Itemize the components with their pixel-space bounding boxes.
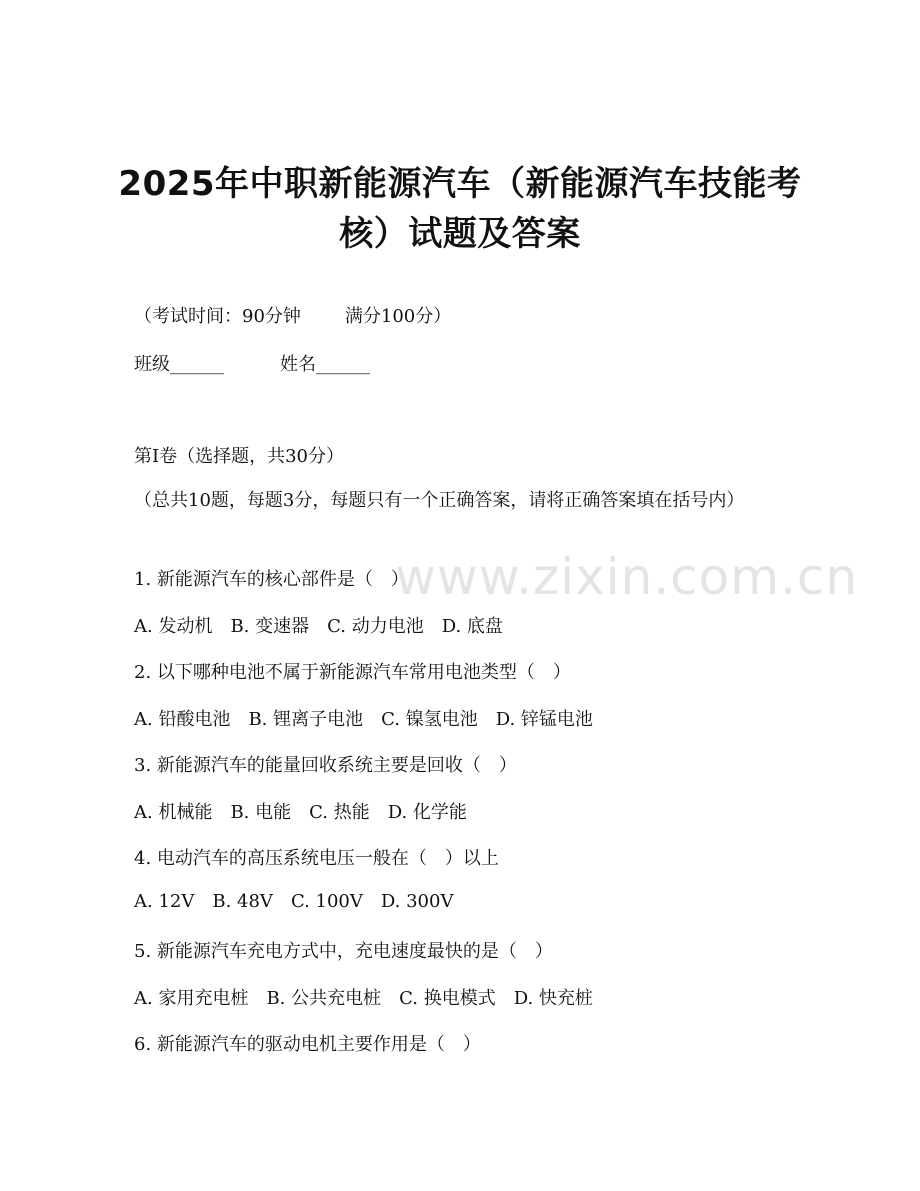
document-title-line1: 2025年中职新能源汽车（新能源汽车技能考 — [118, 164, 802, 204]
question-2: 2. 以下哪种电池不属于新能源汽车常用电池类型（ ） — [134, 662, 571, 683]
question-1: 1. 新能源汽车的核心部件是（ ） — [134, 569, 409, 590]
question-4-options — [134, 891, 471, 912]
question-4: 4. 电动汽车的高压系统电压一般在（ ）以上 — [134, 848, 499, 869]
exam-time: （考试时间：90分钟 — [134, 306, 301, 327]
option-a: A. 发动机 — [134, 616, 213, 637]
question-5: 5. 新能源汽车充电方式中，充电速度最快的是（ ） — [134, 941, 553, 962]
option-d: D. 快充桩 — [513, 988, 593, 1009]
option-b: B. 电能 — [230, 802, 292, 823]
option-b: B. 锂离子电池 — [248, 709, 364, 730]
watermark: www.zixin.com.cn — [395, 548, 859, 606]
question-3-options — [134, 798, 485, 824]
option-d: D. 锌锰电池 — [495, 709, 593, 730]
question-2-options — [134, 705, 611, 731]
option-a: A. 家用充电桩 — [134, 988, 249, 1009]
option-c: C. 换电模式 — [399, 988, 496, 1009]
question-5-options — [134, 984, 611, 1010]
option-c: C. 100V — [290, 891, 363, 912]
option-c: C. 热能 — [309, 802, 370, 823]
option-d: D. 化学能 — [387, 802, 467, 823]
exam-score: 满分100分） — [344, 306, 452, 327]
option-d: D. 300V — [380, 891, 454, 912]
question-1-options — [134, 612, 521, 638]
option-b: B. 48V — [212, 891, 273, 912]
exam-info — [134, 302, 451, 328]
option-c: C. 动力电池 — [327, 616, 424, 637]
section-instructions: （总共10题，每题3分，每题只有一个正确答案，请将正确答案填在括号内） — [134, 490, 745, 511]
option-c: C. 镍氢电池 — [381, 709, 478, 730]
option-a: A. 铅酸电池 — [134, 709, 231, 730]
option-b: B. 变速器 — [230, 616, 310, 637]
option-a: A. 机械能 — [134, 802, 213, 823]
question-3: 3. 新能源汽车的能量回收系统主要是回收（ ） — [134, 755, 517, 776]
option-d: D. 底盘 — [441, 616, 503, 637]
section-heading: 第I卷（选择题，共30分） — [134, 446, 345, 467]
option-a: A. 12V — [134, 891, 195, 912]
student-info — [134, 350, 370, 376]
option-b: B. 公共充电桩 — [266, 988, 382, 1009]
name-field: 姓名______ — [280, 354, 370, 375]
class-field: 班级______ — [134, 354, 224, 375]
document-title-line2: 核）试题及答案 — [339, 214, 581, 254]
question-6: 6. 新能源汽车的驱动电机主要作用是（ ） — [134, 1034, 481, 1055]
